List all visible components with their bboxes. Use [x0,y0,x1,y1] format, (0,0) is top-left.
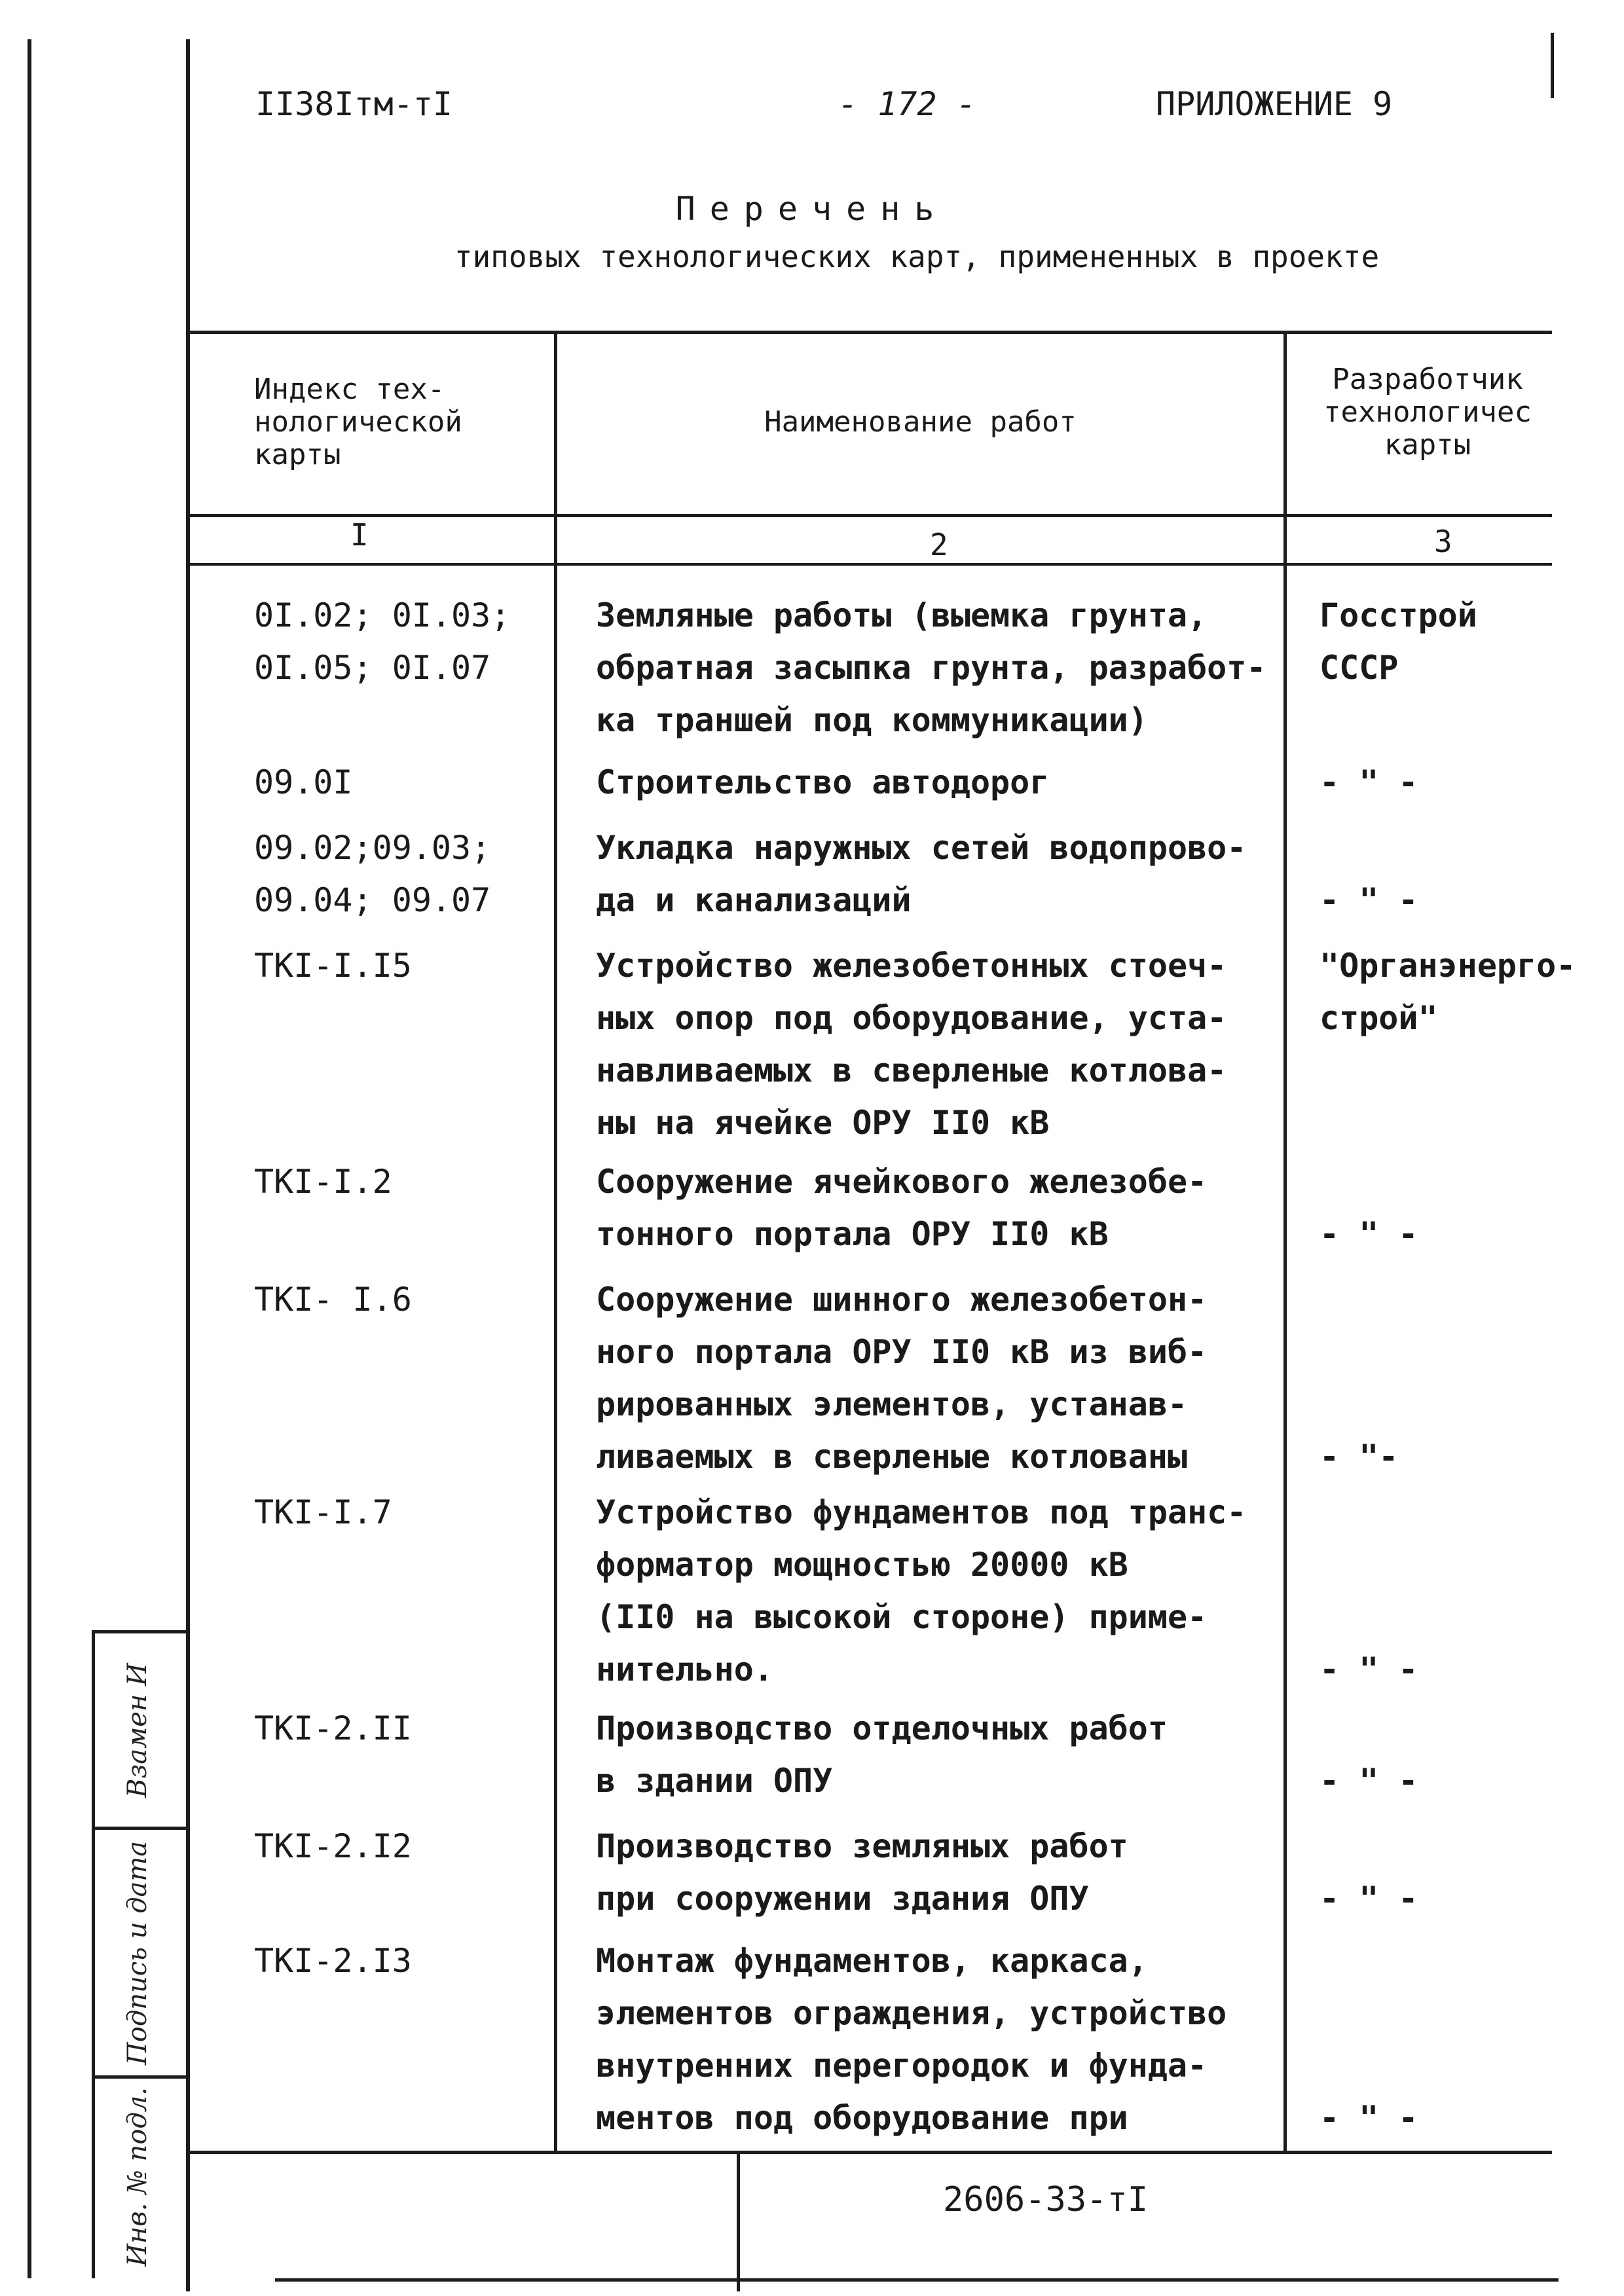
table-row-developer: - " - [1320,2099,1418,2137]
page-subtitle: типовых технологических карт, примененных в проекте [454,239,1380,274]
top-right-edge-mark [1551,33,1554,98]
column-number-row-border [190,563,1552,566]
table-row-name: Устройство фундаментов под транс- форматор мощностью 20000 кВ (II0 на высокой стороне) приме- нительно. [596,1493,1247,1688]
table-row-developer: - " - [1320,1880,1418,1918]
table-row-index: ТКI-2.II [254,1709,412,1747]
table-row-index: 09.02;09.03; 09.04; 09.07 [254,829,491,919]
table-row-name: Земляные работы (выемка грунта, обратная засыпка грунта, разработ- ка траншей под коммуникации) [596,596,1266,739]
table-row-index: ТКI-I.7 [254,1493,392,1531]
column-number-1: I [350,517,369,553]
table-row-developer: Госстрой СССР [1320,596,1477,687]
table-row-developer: - " - [1320,1650,1418,1688]
table-bottom-border [190,2151,1552,2154]
column-header-name: Наименование работ [764,405,1077,439]
table-row-index: ТКI- I.6 [254,1281,412,1319]
stamp-inv: Инв. № подл. [122,2087,153,2267]
column-number-2: 2 [930,527,948,562]
table-row-name: Производство земляных работ при сооружении здания ОПУ [596,1827,1128,1918]
page-number: - 172 - [838,85,976,123]
table-row-name: Монтаж фундаментов, каркаса, элементов ограждения, устройство внутренних перегородок и фунда- ментов под оборудование при [596,1942,1227,2137]
table-row-developer: "Органэнерго- строй" [1320,947,1576,1037]
table-row-index: ТКI-I.2 [254,1163,392,1201]
column-number-3: 3 [1434,524,1452,559]
page-title: Перечень [675,190,949,228]
table-row-developer: - "- [1320,1438,1399,1476]
left-margin-line [28,39,31,2278]
stamp-vzamen: Взамен И [122,1662,153,1798]
table-row-index: 0I.02; 0I.03; 0I.05; 0I.07 [254,596,511,687]
document-code: II38Iтм-тI [255,85,453,123]
footer-divider [737,2151,740,2291]
table-row-developer: - " - [1320,763,1418,801]
header-bottom-border [190,514,1552,517]
table-row-name: Строительство автодорог [596,763,1050,801]
column-header-index: Индекс тех- нологической карты [254,373,462,471]
table-row-name: Устройство железобетонных стоеч- ных опор под оборудование, уста- навливаемых в сверленые котлова- ны на ячейке ОРУ II0 кВ [596,947,1227,1142]
table-row-developer: - " - [1320,1762,1418,1800]
column-header-developer: Разработчик технологичес карты [1323,363,1532,462]
table-top-border [190,331,1552,334]
table-row-index: 09.0I [254,763,353,801]
frame-left-border [186,39,190,2291]
table-row-name: Сооружение шинного железобетон- ного портала ОРУ II0 кВ из виб- рированных элементов, устанав- ливаемых в сверленые котлованы [596,1281,1208,1476]
footer-doc-code: 2606-33-тI [943,2180,1149,2219]
table-row-developer: - " - [1320,881,1418,919]
table-row-name: Сооружение ячейкового железобе- тонного портала ОРУ II0 кВ [596,1163,1208,1253]
table-row-index: ТКI-2.I3 [254,1942,412,1980]
table-row-index: ТКI-I.I5 [254,947,412,985]
column-divider-2 [1283,331,1287,2151]
bottom-page-edge [275,2278,1559,2282]
table-row-name: Производство отделочных работ в здании ОПУ [596,1709,1168,1800]
table-row-index: ТКI-2.I2 [254,1827,412,1865]
table-row-developer: - " - [1320,1215,1418,1253]
table-row-name: Укладка наружных сетей водопрово- да и канализаций [596,829,1247,919]
stamp-podpis: Подпись и дата [122,1840,153,2065]
appendix-label: ПРИЛОЖЕНИЕ 9 [1156,85,1393,123]
